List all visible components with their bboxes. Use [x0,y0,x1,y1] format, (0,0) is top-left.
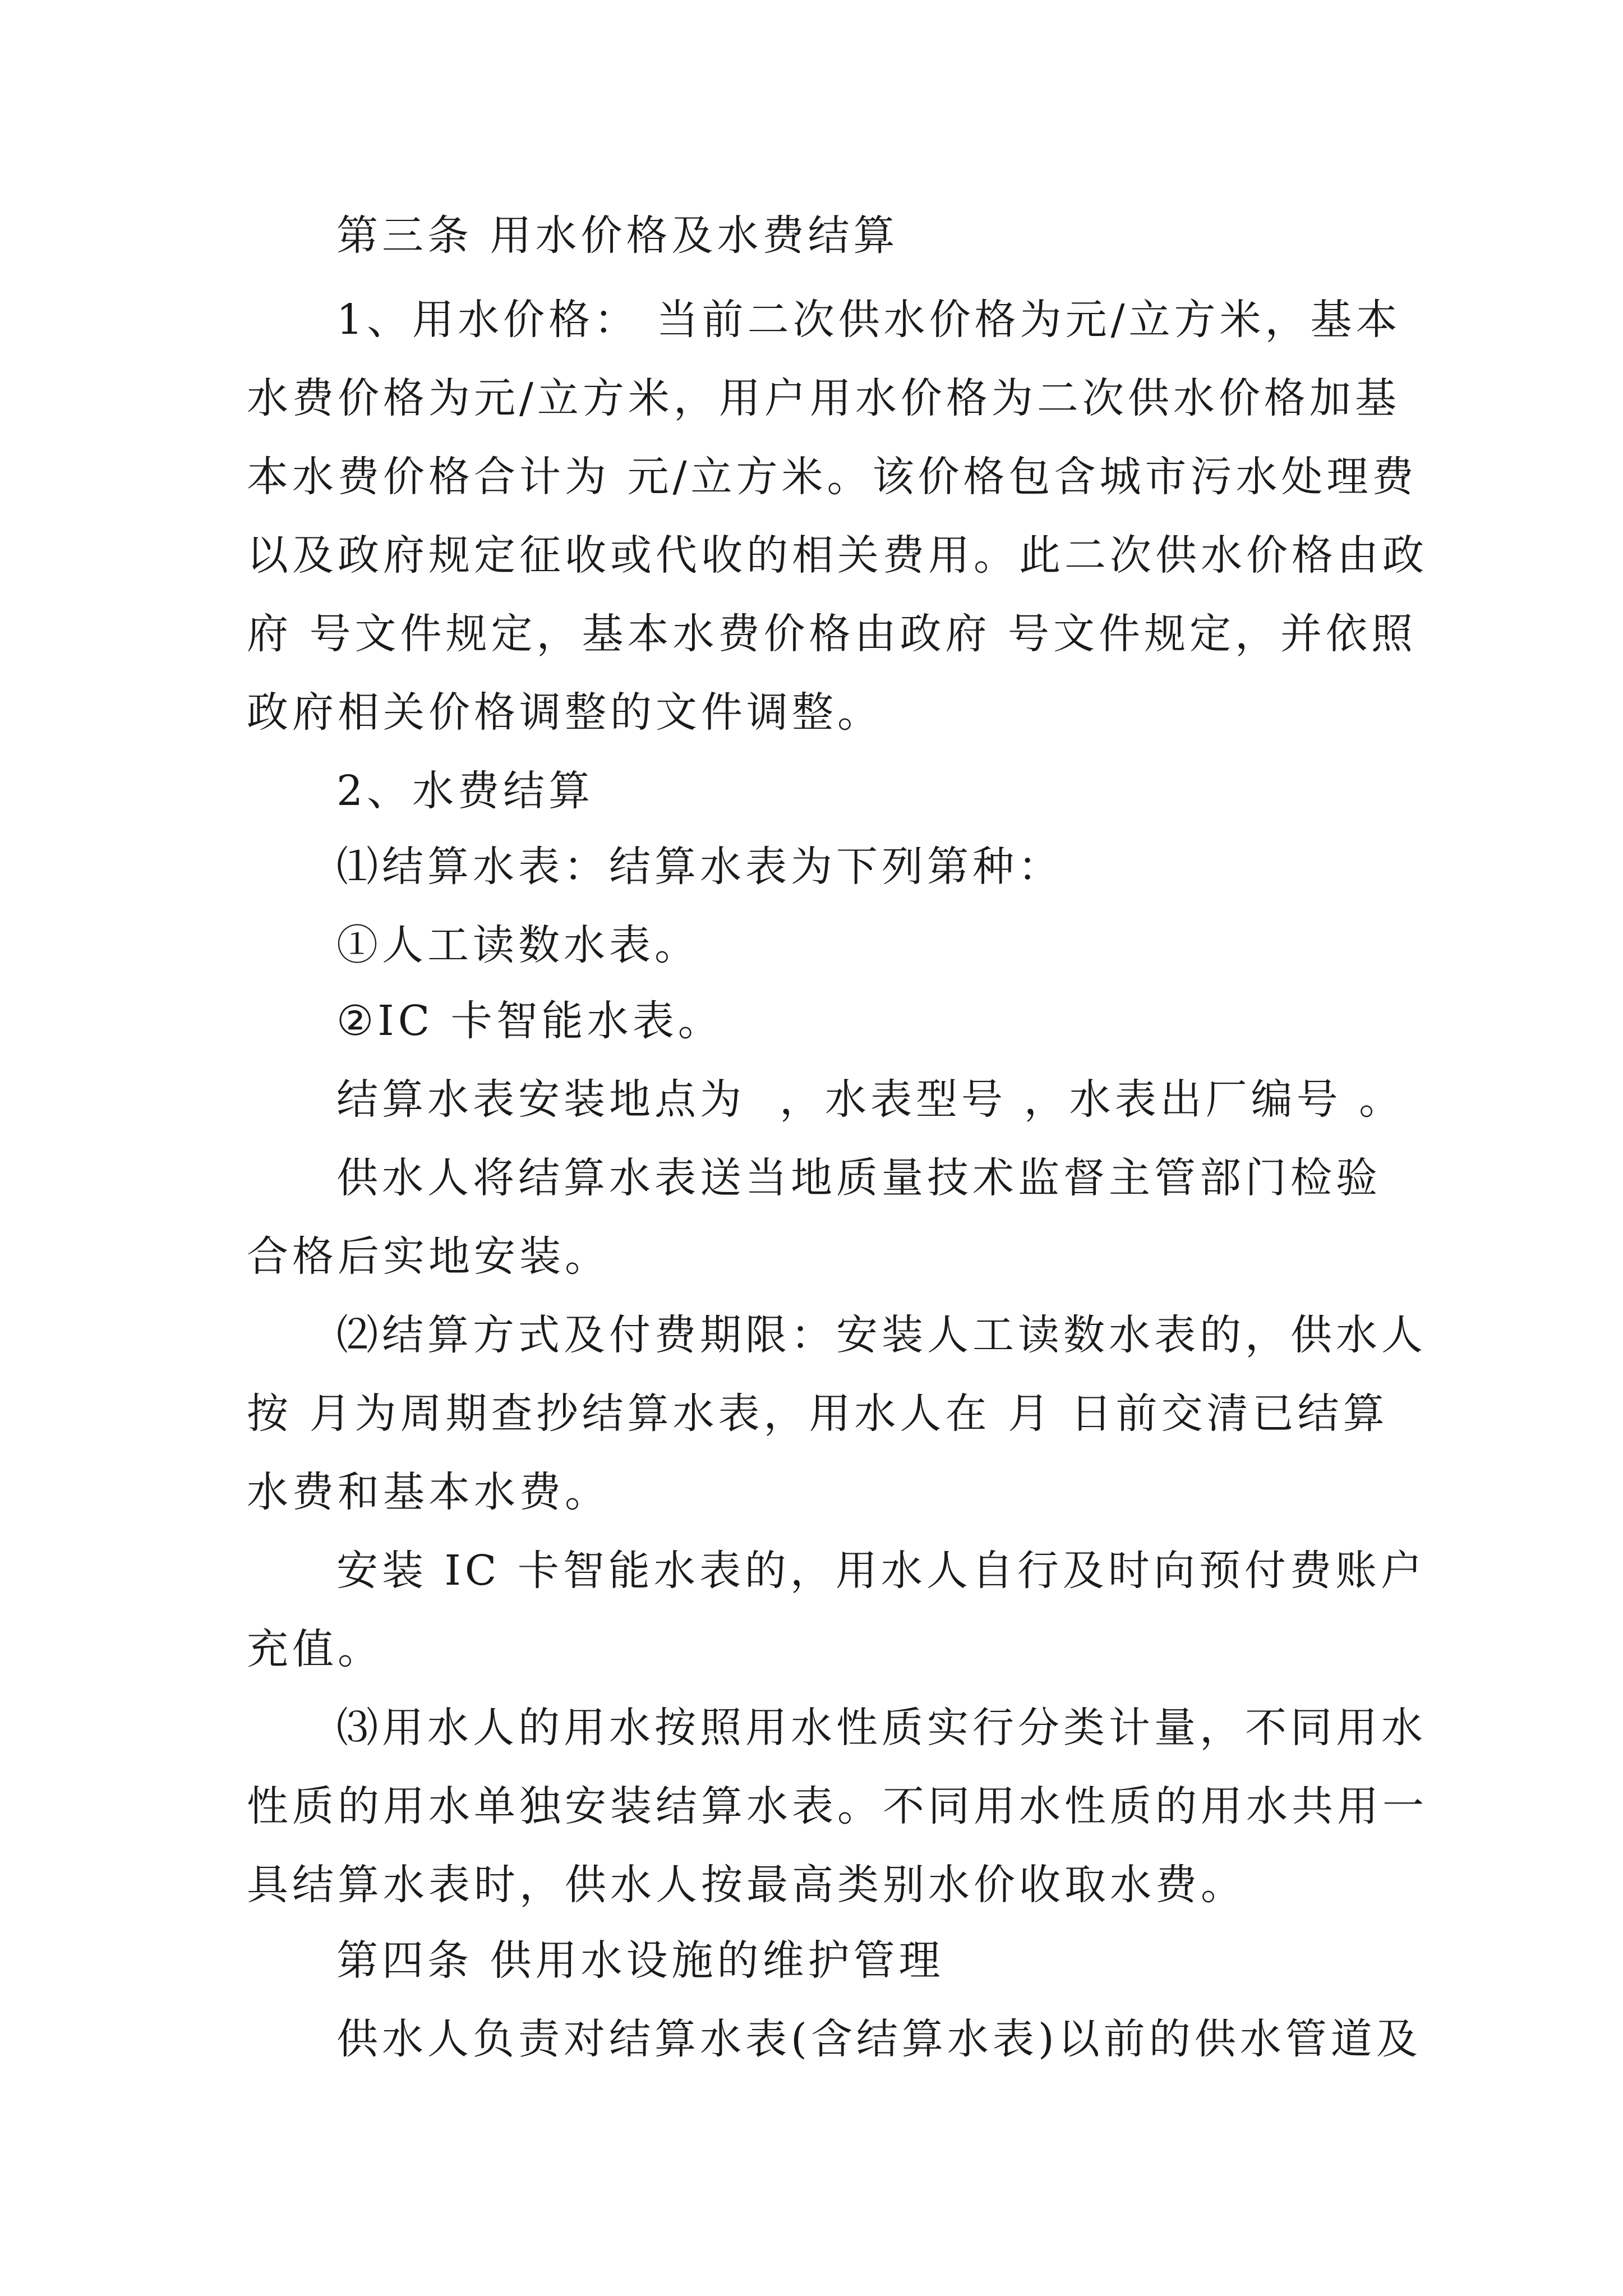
paragraph-line: ⑵结算方式及付费期限：安装人工读数水表的，供水人 [336,1311,1427,1359]
paragraph-line: 本水费价格合计为 元/立方米。该价格包含城市污水处理费 [247,453,1418,501]
paragraph-line: 府 号文件规定，基本水费价格由政府 号文件规定，并依照 [247,610,1417,658]
paragraph-line: ⑴结算水表：结算水表为下列第种： [336,843,1063,891]
paragraph-line: 合格后实地安装。 [247,1232,610,1281]
paragraph-line: 安装 IC 卡智能水表的，用水人自行及时向预付费账户 [336,1547,1426,1595]
paragraph-line: 性质的用水单独安装结算水表。不同用水性质的用水共用一 [247,1782,1428,1830]
paragraph-line: ⑶用水人的用水按照用水性质实行分类计量，不同用水 [336,1704,1427,1752]
article-3-heading: 第三条 用水价格及水费结算 [336,211,899,260]
paragraph-line: 水费价格为元/立方米，用户用水价格为二次供水价格加基 [247,374,1400,422]
list-item: ②IC 卡智能水表。 [336,997,723,1045]
paragraph-line: 供水人负责对结算水表(含结算水表)以前的供水管道及 [336,2015,1422,2063]
paragraph-line: 水费和基本水费。 [247,1468,610,1516]
paragraph-line: 具结算水表时，供水人按最高类别水价收取水费。 [247,1861,1246,1909]
paragraph-line: 供水人将结算水表送当地质量技术监督主管部门检验 [336,1154,1381,1202]
list-item: ①人工读数水表。 [336,921,700,969]
paragraph-line: 按 月为周期查抄结算水表，用水人在 月 日前交清已结算 [247,1389,1389,1438]
section-heading: 2、水费结算 [336,767,594,815]
article-4-heading: 第四条 供用水设施的维护管理 [336,1936,944,1985]
paragraph-line: 政府相关价格调整的文件调整。 [247,688,883,737]
paragraph-line: 1、用水价格： 当前二次供水价格为元/立方米，基本 [336,296,1401,344]
paragraph-line: 结算水表安装地点为 ，水表型号 ，水表出厂编号 。 [336,1075,1405,1124]
paragraph-line: 充值。 [247,1625,383,1673]
paragraph-line: 以及政府规定征收或代收的相关费用。此二次供水价格由政 [247,531,1428,579]
